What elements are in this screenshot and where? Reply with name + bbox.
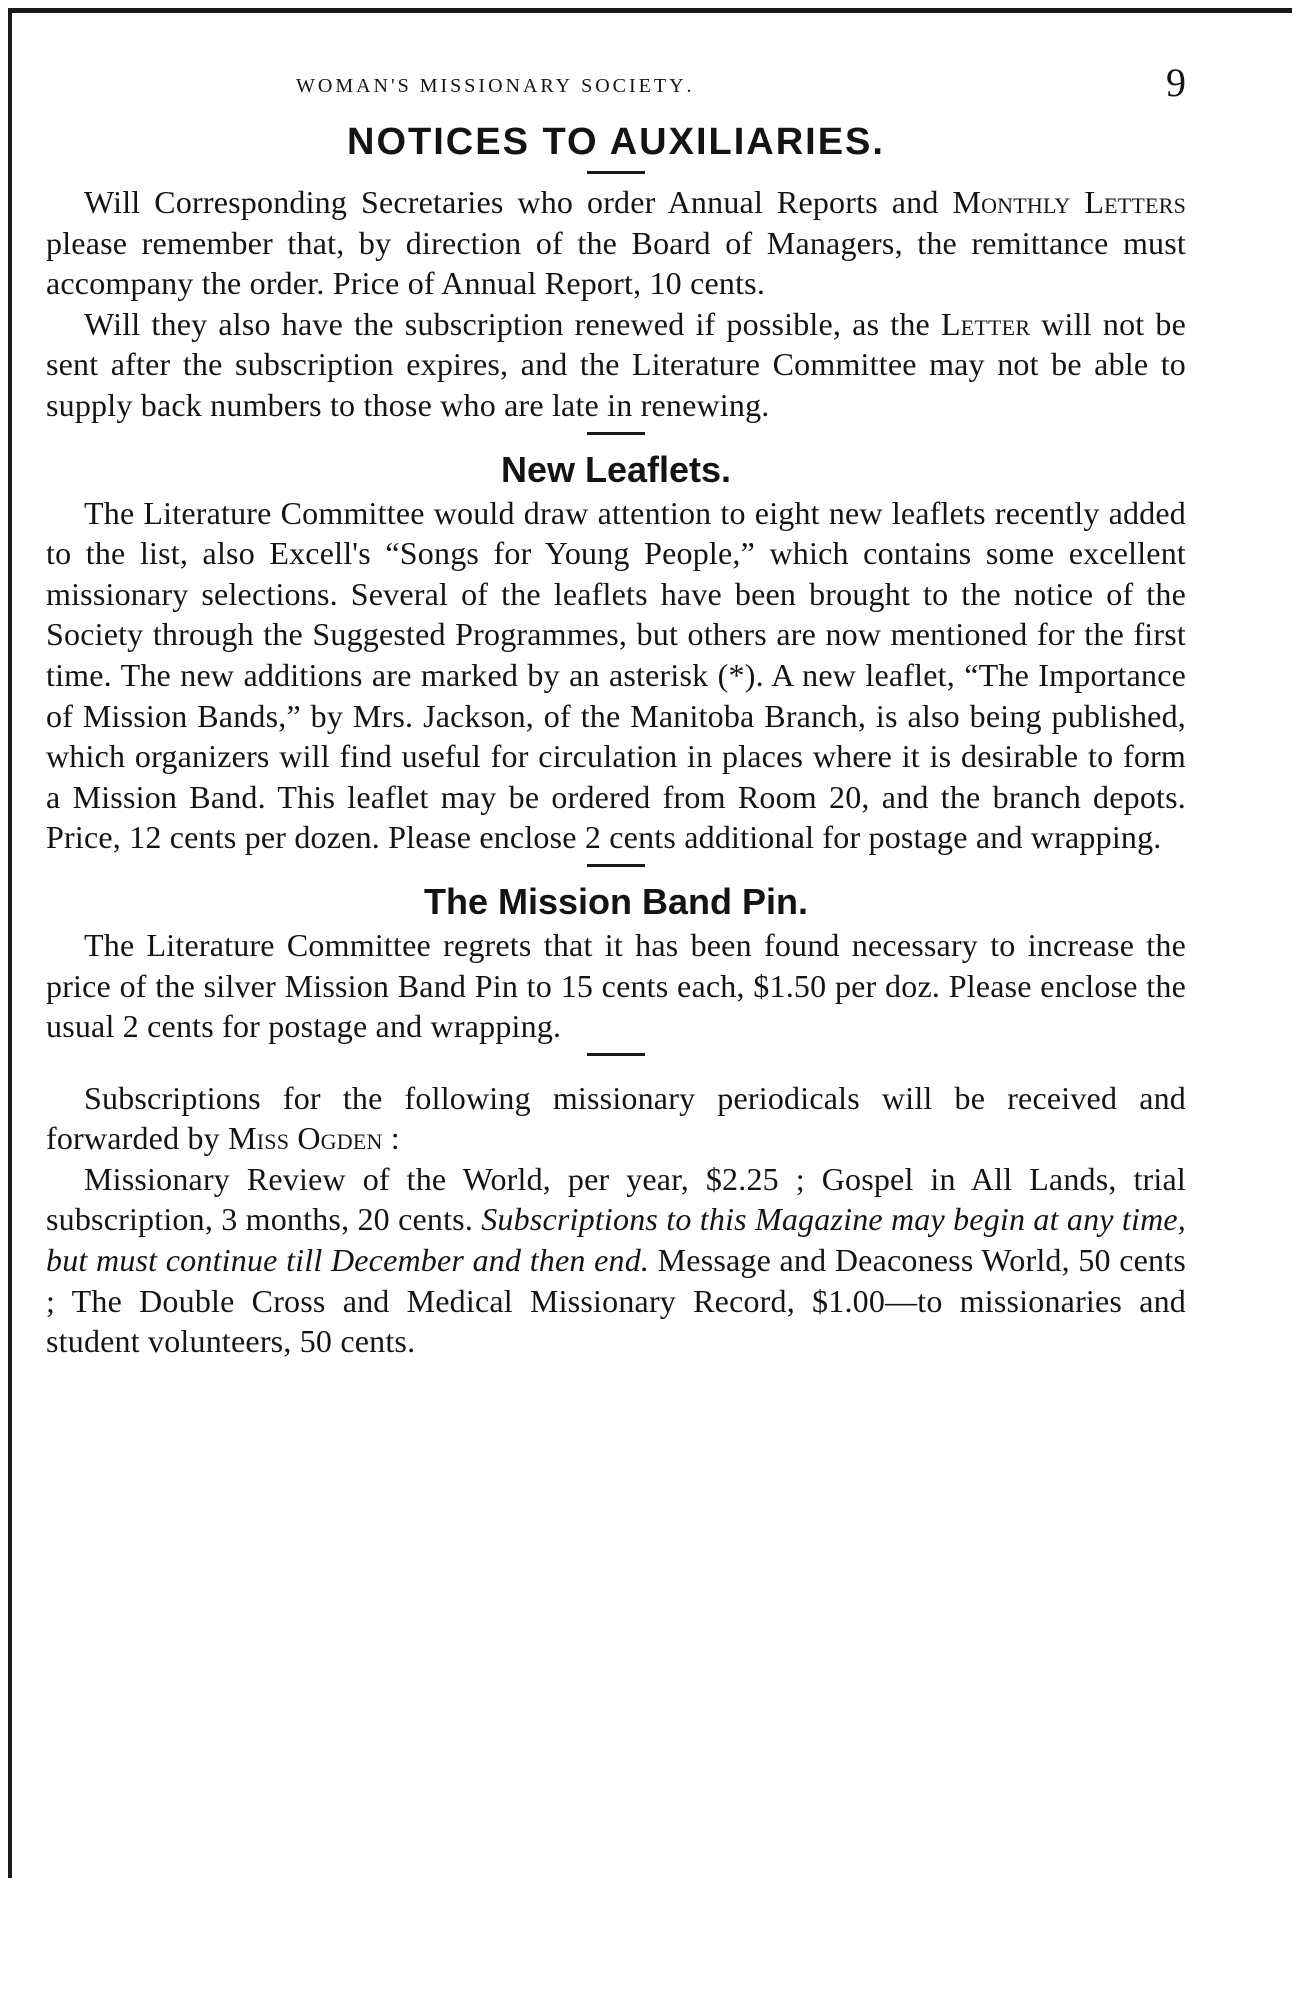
leaflets-paragraph: The Literature Committee would draw attention to eight new leaflets recently added to the list, also Excell's “Songs for Young People,” which contains some excellent missionary selections. Several of the leaflets have been brought to the notice of the Society through the Suggested Programmes, but others are now mentioned for the first time. The new additions are marked by an asterisk (*). A new leaflet, “The Importance of Mission Bands,” by Mrs. Jackson, of the Manitoba Branch, is also being published, which organizers will find useful for circulation in places where it is desirable to form a Mission Band. This leaflet may be ordered from Room 20, and the branch depots. Price, 12 cents per dozen. Please enclose 2 cents additional for postage and wrapping.	[46, 494, 1186, 856]
subs-p1-text-a: Subscriptions for the following missionary periodicals will be received and forwarded by	[46, 1079, 1186, 1157]
subscriptions-paragraph-1	[46, 1078, 1186, 1159]
notices-paragraph-1	[46, 182, 1186, 304]
pin-section	[46, 879, 1186, 1056]
subs-p1-text-b: :	[382, 1120, 400, 1157]
spacer	[46, 1064, 1186, 1078]
subscriptions-paragraph-2	[46, 1159, 1186, 1362]
section-divider	[587, 171, 645, 174]
left-border-rule	[8, 8, 12, 1878]
miss-ogden-name: Miss Ogden	[228, 1120, 383, 1157]
subs-p2-text-a: Missionary Review of the World, per year, $2.25 ; Gospel in All Lands, trial subscription, 3 months, 20 cents.	[46, 1160, 1186, 1238]
pin-heading: The Mission Band Pin.	[423, 880, 809, 922]
section-divider	[587, 432, 645, 435]
monthly-letters-name: Monthly Letters	[952, 184, 1187, 220]
pin-paragraph: The Literature Committee regrets that it has been found necessary to increase the price of the silver Mission Band Pin to 15 cents each, $1.50 per doz. Please enclose the usual 2 cents for postage and wrapping.	[46, 926, 1186, 1045]
page-content	[46, 55, 1186, 1362]
running-title: woman's missionary society.	[296, 67, 695, 99]
notices-p2-text-b: will not be sent after the subscription expires, and the Literature Committee may not be able to supply back numbers to those who are late in renewing.	[46, 305, 1187, 423]
subs-p2-italic-note: Subscriptions to this Magazine may begin at any time, but must continue till December and then end.	[46, 1201, 1186, 1279]
letter-name: Letter	[941, 305, 1031, 342]
leaflets-heading: New Leaflets.	[500, 448, 732, 490]
leaflets-section	[46, 447, 1186, 867]
notices-p1-text-b: please remember that, by direction of the Board of Managers, the remittance must accompany the order. Price of Annual Report, 10 cents.	[46, 224, 1186, 302]
subs-p2-text-b: Message and Deaconess World, 50 cents ; The Double Cross and Medical Missionary Record, $1.00—to missionaries and student volunteers, 50 cents.	[46, 1242, 1187, 1360]
section-divider	[587, 1053, 645, 1056]
notices-p1-text-a: Will Corresponding Secretaries who order Annual Reports and	[84, 184, 953, 220]
notices-paragraph-2	[46, 304, 1186, 426]
notices-p2-text-a: Will they also have the subscription renewed if possible, as the	[84, 305, 942, 342]
notices-heading: NOTICES TO AUXILIARIES.	[347, 121, 885, 163]
top-border-rule	[8, 8, 1292, 13]
running-head	[46, 55, 1186, 115]
section-divider	[587, 864, 645, 867]
subscriptions-section	[46, 1078, 1186, 1362]
page-number: 9	[1166, 60, 1186, 105]
notices-section	[46, 119, 1186, 435]
